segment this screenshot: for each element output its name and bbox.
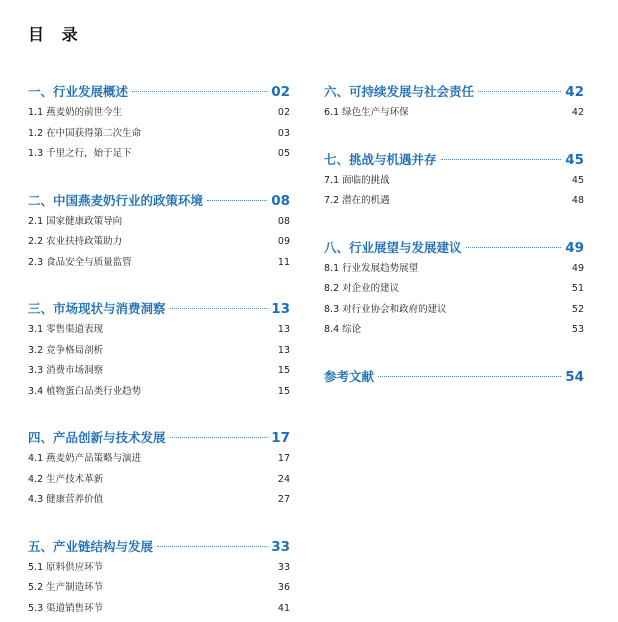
toc-item-label: 7.2 潜在的机遇 [324, 195, 390, 206]
toc-section [28, 191, 290, 277]
toc-item[interactable] [28, 127, 290, 148]
section-title: 四、产品创新与技术发展 [28, 430, 166, 445]
toc-item-label: 1.3 千里之行，始于足下 [28, 148, 132, 159]
toc-item-label: 7.1 面临的挑战 [324, 174, 390, 186]
section-page-number: 02 [271, 84, 290, 100]
dot-leader [441, 159, 562, 160]
section-title: 六、可持续发展与社会责任 [324, 84, 475, 99]
toc-item-label: 1.1 燕麦奶的前世今生 [28, 107, 123, 118]
toc-section-heading[interactable] [28, 191, 290, 211]
toc-item-page-number: 03 [277, 127, 290, 139]
toc-item-label: 5.2 生产制造环节 [28, 582, 104, 593]
toc-item-page-number: 15 [277, 365, 290, 376]
toc-item-page-number: 11 [277, 256, 290, 268]
toc-item-page-number: 42 [571, 107, 584, 118]
dot-leader [207, 200, 267, 201]
toc-right-column [324, 82, 584, 387]
section-page-number: 42 [565, 84, 584, 100]
section-title: 三、市场现状与消费洞察 [28, 301, 166, 316]
toc-item-page-number: 49 [571, 262, 584, 274]
section-page-number: 33 [271, 538, 290, 555]
toc-item[interactable] [28, 106, 290, 127]
toc-item-label: 8.2 对企业的建议 [324, 283, 400, 294]
toc-item-list [324, 262, 584, 344]
toc-item-page-number: 15 [277, 385, 290, 397]
dot-leader [170, 437, 268, 438]
toc-item[interactable] [28, 323, 290, 344]
toc-item-list [28, 561, 290, 622]
toc-item[interactable] [28, 473, 290, 494]
section-page-number: 17 [271, 430, 290, 446]
section-page-number: 54 [565, 368, 584, 385]
section-title: 参考文献 [324, 368, 375, 384]
dot-leader [478, 91, 561, 92]
section-page-number: 13 [271, 301, 290, 317]
toc-item-label: 8.3 对行业协会和政府的建议 [324, 303, 447, 315]
toc-item-label: 6.1 绿色生产与环保 [324, 107, 409, 118]
section-title: 七、挑战与机遇并存 [324, 151, 437, 167]
page-title: 目 录 [28, 25, 84, 44]
toc-section-heading[interactable] [28, 299, 290, 319]
toc-item[interactable] [28, 581, 290, 602]
toc-item-page-number: 36 [277, 582, 290, 593]
toc-item-list [28, 106, 290, 168]
toc-item-label: 8.1 行业发展趋势展望 [324, 262, 419, 274]
toc-item-label: 3.2 竞争格局剖析 [28, 344, 104, 356]
toc-item-list [324, 106, 584, 127]
toc-section-heading[interactable] [28, 82, 290, 102]
toc-section [324, 150, 584, 215]
toc-item-label: 3.4 植物蛋白品类行业趋势 [28, 385, 142, 397]
toc-item-list [28, 323, 290, 405]
toc-item[interactable] [324, 106, 584, 127]
toc-section-heading[interactable] [28, 537, 290, 557]
dot-leader [157, 546, 267, 547]
toc-item-label: 2.2 农业扶持政策助力 [28, 236, 123, 247]
section-title: 五、产业链结构与发展 [28, 538, 154, 554]
dot-leader [378, 376, 561, 377]
toc-item-label: 2.1 国家健康政策导向 [28, 215, 123, 227]
toc-item[interactable] [28, 452, 290, 473]
dot-leader [170, 308, 268, 309]
toc-section [324, 238, 584, 344]
toc-section [28, 537, 290, 622]
toc-item[interactable] [28, 344, 290, 365]
toc-item-page-number: 53 [571, 324, 584, 335]
toc-item-page-number: 08 [277, 215, 290, 227]
toc-item-page-number: 05 [277, 148, 290, 159]
toc-item[interactable] [28, 385, 290, 406]
toc-item-label: 5.1 原料供应环节 [28, 561, 104, 573]
toc-item[interactable] [28, 147, 290, 168]
toc-item[interactable] [28, 235, 290, 256]
toc-item[interactable] [28, 364, 290, 385]
toc-item[interactable] [324, 303, 584, 324]
section-page-number: 08 [271, 192, 290, 209]
toc-item[interactable] [324, 282, 584, 303]
section-title: 八、行业展望与发展建议 [324, 239, 462, 255]
toc-item-page-number: 02 [277, 107, 290, 118]
toc-section [324, 82, 584, 127]
toc-item-label: 4.3 健康营养价值 [28, 494, 104, 505]
toc-item-label: 5.3 渠道销售环节 [28, 602, 104, 614]
toc-item-list [28, 452, 290, 514]
section-title: 二、中国燕麦奶行业的政策环境 [28, 192, 204, 208]
toc-section-heading[interactable] [324, 82, 584, 102]
dot-leader [132, 91, 267, 92]
toc-item-page-number: 45 [571, 174, 584, 186]
toc-section [28, 82, 290, 168]
toc-item-page-number: 17 [277, 453, 290, 464]
dot-leader [466, 247, 562, 248]
toc-section-heading[interactable] [324, 150, 584, 170]
toc-item-page-number: 41 [277, 602, 290, 614]
toc-item-list [28, 215, 290, 277]
toc-item-label: 4.2 生产技术革新 [28, 473, 104, 485]
toc-item[interactable] [324, 262, 584, 283]
toc-item-page-number: 09 [277, 236, 290, 247]
toc-left-column [28, 82, 290, 622]
toc-item-label: 3.3 消费市场洞察 [28, 365, 104, 376]
toc-item[interactable] [324, 194, 584, 215]
toc-item-page-number: 27 [277, 494, 290, 505]
toc-item[interactable] [28, 561, 290, 582]
toc-section-heading[interactable] [28, 428, 290, 448]
toc-item[interactable] [324, 323, 584, 344]
toc-item[interactable] [28, 602, 290, 622]
toc-item-label: 8.4 综论 [324, 324, 362, 335]
toc-item-page-number: 51 [571, 283, 584, 294]
section-page-number: 45 [565, 151, 584, 168]
toc-item[interactable] [28, 256, 290, 277]
toc-section [28, 299, 290, 405]
toc-item[interactable] [324, 174, 584, 195]
toc-item[interactable] [28, 215, 290, 236]
toc-section [324, 367, 584, 387]
toc-item[interactable] [28, 493, 290, 514]
toc-item-page-number: 13 [277, 324, 290, 335]
toc-section-heading[interactable] [324, 238, 584, 258]
toc-section [28, 428, 290, 514]
toc-item-page-number: 24 [277, 473, 290, 485]
toc-section-heading[interactable] [324, 367, 584, 387]
toc-item-label: 3.1 零售渠道表现 [28, 324, 104, 335]
toc-item-label: 4.1 燕麦奶产品策略与演进 [28, 453, 142, 464]
toc-item-label: 1.2 在中国获得第二次生命 [28, 127, 142, 139]
toc-item-page-number: 52 [571, 303, 584, 315]
toc-item-label: 2.3 食品安全与质量监管 [28, 256, 132, 268]
section-title: 一、行业发展概述 [28, 84, 129, 99]
toc-item-page-number: 48 [571, 195, 584, 206]
toc-item-list [324, 174, 584, 215]
toc-item-page-number: 33 [277, 561, 290, 573]
toc-item-page-number: 13 [277, 344, 290, 356]
section-page-number: 49 [565, 239, 584, 256]
